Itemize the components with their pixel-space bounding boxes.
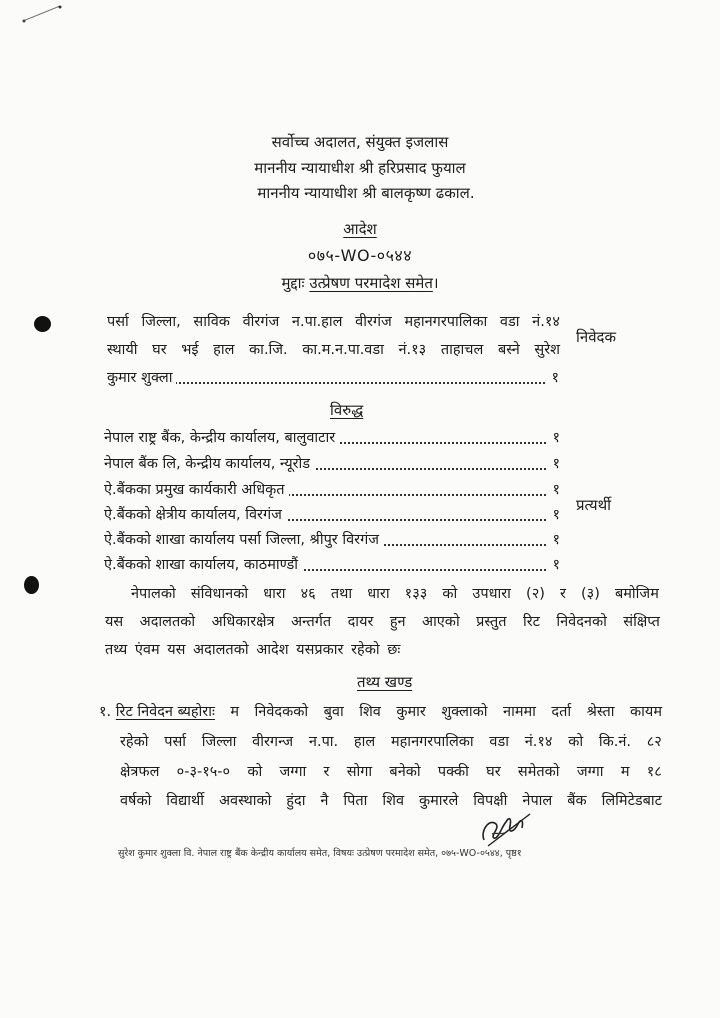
word: जिल्ला, xyxy=(141,314,181,330)
subject-end: । xyxy=(432,274,439,292)
judge-2: माननीय न्यायाधीश श्री बालकृष्ण ढकाल. xyxy=(257,184,475,202)
word: नेपाल xyxy=(522,793,553,809)
petitioner-line-1 xyxy=(107,312,560,332)
subject-line xyxy=(0,273,720,293)
word: र xyxy=(559,586,566,602)
respondent-count: १ xyxy=(552,456,560,472)
word: समेतको xyxy=(517,764,560,780)
word: धारा xyxy=(367,586,390,602)
respondent-name: नेपाल बैंक लि, केन्द्रीय कार्यालय, न्यूरोड xyxy=(104,456,314,472)
word: म xyxy=(230,704,240,720)
word: जग्गा xyxy=(279,764,307,780)
word: कुमारले xyxy=(418,793,459,809)
word: बमोजिम xyxy=(614,586,659,602)
punch-hole xyxy=(24,576,39,594)
intro-line-2 xyxy=(105,612,660,632)
word: भई xyxy=(181,342,199,358)
word: १३३ xyxy=(404,586,428,602)
word: का.म.न.पा.वडा xyxy=(302,342,384,358)
respondent-count: १ xyxy=(552,482,560,498)
respondent-row xyxy=(104,454,560,474)
word: बैंक xyxy=(567,793,587,809)
item-number: १. xyxy=(99,704,112,720)
word: पर्सा xyxy=(107,314,129,330)
word: ताहाचल xyxy=(440,342,484,358)
word: महानगरपालिका xyxy=(390,734,474,750)
word: बनेको xyxy=(389,764,421,780)
word: ८२ xyxy=(646,734,662,750)
word: रहेको xyxy=(120,734,149,750)
word: न.पा.हाल xyxy=(291,314,343,330)
word: शुक्लाको xyxy=(441,704,488,720)
word: न.पा. xyxy=(308,734,339,750)
word: शिव xyxy=(382,793,405,809)
punch-hole xyxy=(34,316,51,332)
word: नं.१३ xyxy=(398,342,427,358)
respondent-name: ऐ.बैंकको शाखा कार्यालय, काठमाण्डौं xyxy=(104,557,302,573)
petitioner-count: १ xyxy=(551,370,559,386)
word: कुमार xyxy=(396,704,426,720)
word: (२) xyxy=(526,586,545,602)
word: पिता xyxy=(343,793,368,809)
respondent-count: १ xyxy=(552,507,560,523)
word: वीरगंज xyxy=(355,314,392,330)
word: शिव xyxy=(359,704,381,720)
facts-heading-text: तथ्य खण्ड xyxy=(357,673,413,691)
respondent-name: नेपाल राष्ट्र बैंक, केन्द्रीय कार्यालय, बालुवाटार xyxy=(104,430,339,446)
word: तथा xyxy=(330,586,353,602)
word: श्रेस्ता xyxy=(586,704,615,720)
word: १८ xyxy=(646,764,662,780)
word: को xyxy=(442,586,458,602)
respondent-name: ऐ.बैंकका प्रमुख कार्यकारी अधिकृत xyxy=(104,482,289,498)
respondent-count: १ xyxy=(552,532,560,548)
word: नं.१४ xyxy=(532,314,560,330)
word: वर्षको xyxy=(120,793,152,809)
word: कायम xyxy=(630,704,662,720)
respondent-row xyxy=(104,428,560,448)
word: अन्तर्गत xyxy=(290,614,332,630)
petitioner-line-3 xyxy=(107,368,559,388)
respondent-row xyxy=(104,555,560,575)
respondent-role: प्रत्यर्थी xyxy=(576,496,612,514)
word: धारा xyxy=(263,586,286,602)
word: विपक्षी xyxy=(473,793,508,809)
word: नेपालको xyxy=(131,586,176,602)
word: सोगा xyxy=(346,764,373,780)
word: ४६ xyxy=(300,586,316,602)
word: अधिकारक्षेत्र xyxy=(211,614,275,630)
respondent-row xyxy=(104,530,560,550)
word: बस्ने xyxy=(497,342,520,358)
facts-line-4 xyxy=(120,791,662,811)
facts-item-heading xyxy=(99,702,215,722)
court-name: सर्वोच्च अदालत, संयुक्त इजलास xyxy=(271,133,449,151)
word: को xyxy=(247,764,263,780)
word: बुवा xyxy=(323,704,344,720)
word: वीरगंज xyxy=(242,314,280,330)
word: वडा xyxy=(499,314,520,330)
case-number: ०७५-WO-०५४४ xyxy=(307,246,413,265)
word: यस xyxy=(105,614,124,630)
word: नै xyxy=(320,793,329,809)
respondent-count: १ xyxy=(552,557,560,573)
word: उपधारा xyxy=(472,586,511,602)
respondent-row xyxy=(104,505,560,525)
word: नं.१४ xyxy=(524,734,553,750)
word: सुरेश xyxy=(534,342,560,358)
word: अवस्थाको xyxy=(218,793,272,809)
versus-text: विरुद्ध xyxy=(330,401,364,419)
respondent-row xyxy=(104,480,560,500)
intro-line-1 xyxy=(131,584,659,604)
word: हाल xyxy=(353,734,376,750)
word: जग्गा xyxy=(576,764,604,780)
word: दायर xyxy=(347,614,374,630)
word: म xyxy=(620,764,630,780)
judge-1: माननीय न्यायाधीश श्री हरिप्रसाद फुयाल xyxy=(254,159,466,177)
petitioner-name: कुमार शुक्ला xyxy=(107,370,176,386)
word: जिल्ला xyxy=(201,734,237,750)
pen-mark-icon xyxy=(22,4,72,24)
word: को xyxy=(568,734,584,750)
word: प्रस्तुत xyxy=(476,614,507,630)
word: पर्सा xyxy=(164,734,187,750)
facts-line-3 xyxy=(120,762,662,782)
item-title: रिट निवेदन ब्यहोराः xyxy=(115,704,215,720)
word: रिट xyxy=(522,614,540,630)
subject-label: मुद्दाः xyxy=(281,274,305,292)
petitioner-line-2 xyxy=(107,340,560,360)
word: दर्ता xyxy=(551,704,572,720)
word: घर xyxy=(486,764,501,780)
word: हुन xyxy=(389,614,406,630)
signature-icon xyxy=(478,806,534,850)
word: वीरगन्ज xyxy=(252,734,294,750)
word: कि.नं. xyxy=(598,734,632,750)
intro-line-3: तथ्य एंवम यस अदालतको आदेश यसप्रकार रहेको छः xyxy=(105,642,401,658)
respondent-count: १ xyxy=(552,430,560,446)
word: हाल xyxy=(213,342,235,358)
versus-heading xyxy=(330,400,363,420)
facts-line-2 xyxy=(120,732,662,752)
word: का.जि. xyxy=(249,342,288,358)
order-title xyxy=(0,219,720,239)
word: स्थायी xyxy=(107,342,138,358)
word: निवेदनको xyxy=(556,614,607,630)
word: लिमिटेडबाट xyxy=(601,793,662,809)
respondent-name: ऐ.बैंकको शाखा कार्यालय पर्सा जिल्ला, श्रीपुर विरगंज xyxy=(104,532,383,548)
word: निवेदकको xyxy=(254,704,309,720)
word: विद्यार्थी xyxy=(166,793,205,809)
word: (३) xyxy=(581,586,600,602)
order-title-text: आदेश xyxy=(343,220,377,238)
facts-line-1 xyxy=(99,702,662,722)
word: घर xyxy=(152,342,167,358)
word: नाममा xyxy=(503,704,536,720)
word: ०-३-१५-० xyxy=(176,764,231,780)
petitioner-role: निवेदक xyxy=(576,328,617,346)
word: संक्षिप्त xyxy=(623,614,660,630)
respondent-name: ऐ.बैंकको क्षेत्रीय कार्यालय, विरगंज xyxy=(104,507,286,523)
word: आएको xyxy=(421,614,460,630)
word: क्षेत्रफल xyxy=(120,764,160,780)
facts-heading xyxy=(357,672,412,692)
word: र xyxy=(323,764,330,780)
subject-value: उत्प्रेषण परमादेश समेत xyxy=(309,274,433,292)
word: पक्की xyxy=(437,764,469,780)
word: वडा xyxy=(489,734,509,750)
word: संविधानको xyxy=(190,586,249,602)
word: हुंदा xyxy=(286,793,306,809)
word: अदालतको xyxy=(139,614,196,630)
page-footer: सुरेश कुमार शुक्ला वि. नेपाल राष्ट्र बैंक केन्द्रीय कार्यालय समेत, विषयः उत्प्रेषण परमादेश समेत, ०७५-WO-०५४४, पृष्ठ१ xyxy=(118,848,522,859)
word: महानगरपालिका xyxy=(404,314,488,330)
word: साविक xyxy=(193,314,230,330)
